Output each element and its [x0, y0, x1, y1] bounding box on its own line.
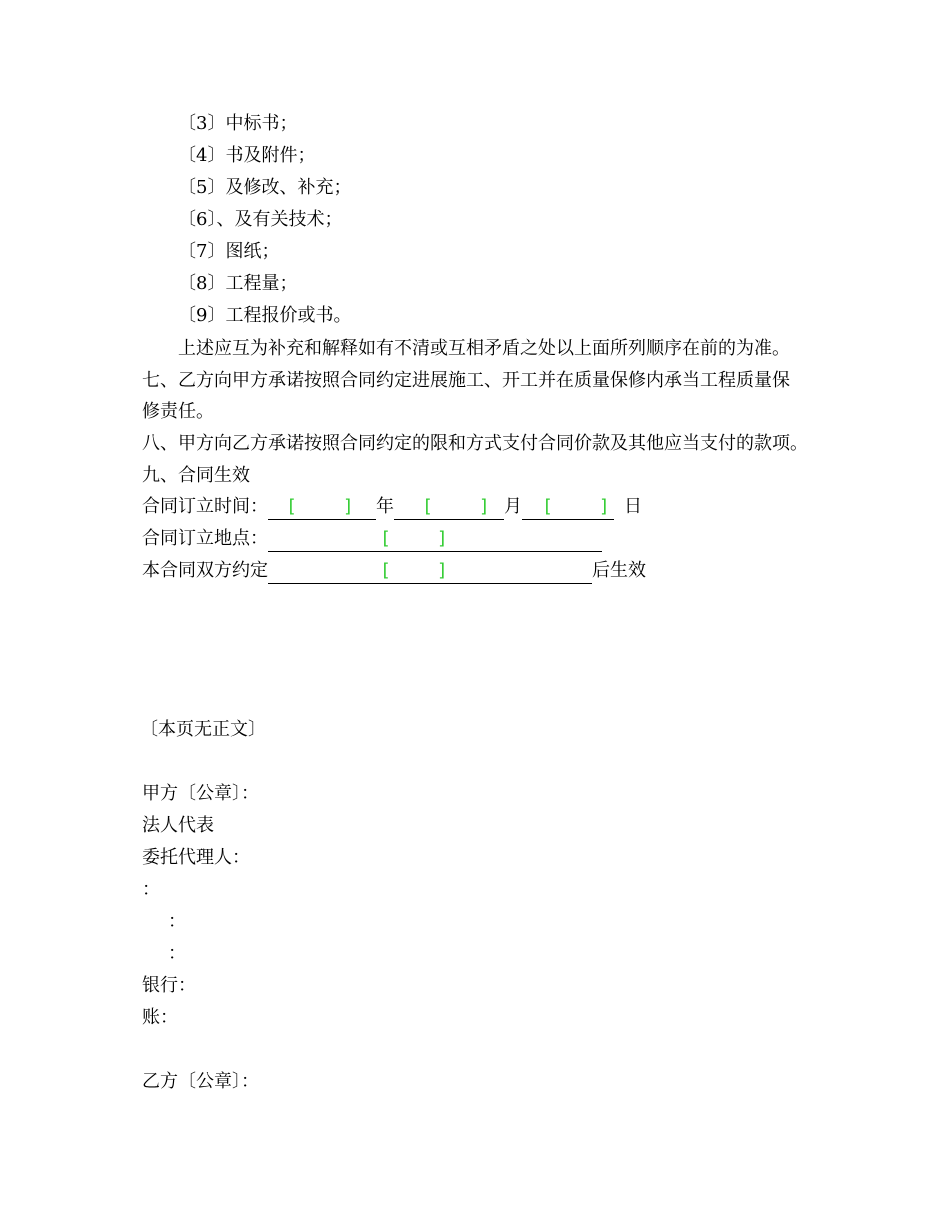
bracket-close: ]	[436, 560, 448, 581]
effective-field-tail	[444, 559, 592, 584]
list-item-9: 〔9〕工程报价或书。	[178, 305, 352, 326]
month-field	[394, 495, 422, 520]
bank-label: 银行：	[142, 975, 196, 996]
party-a-seal: 甲方〔公章〕：	[142, 783, 259, 804]
effective-line	[142, 559, 646, 584]
colon-field-3: ：	[168, 943, 186, 964]
list-item-8: 〔8〕工程量；	[178, 273, 298, 294]
party-b-seal: 乙方〔公章〕：	[142, 1071, 259, 1092]
year-label: 年	[376, 496, 394, 517]
list-item-5: 〔5〕及修改、补充；	[178, 177, 352, 198]
precedence-note: 上述应互为补充和解释如有不清或互相矛盾之处以上面所列顺序在前的为准。	[178, 338, 790, 359]
bracket-open: [	[286, 496, 297, 517]
list-item-4: 〔4〕书及附件；	[178, 145, 316, 166]
place-input[interactable]	[380, 527, 448, 552]
bracket-close: ]	[478, 496, 490, 517]
authorized-agent: 委托代理人：	[142, 847, 250, 868]
effective-input[interactable]	[380, 559, 448, 584]
no-text-note: 〔本页无正文〕	[140, 719, 266, 740]
year-input[interactable]	[286, 495, 354, 520]
month-input[interactable]	[422, 495, 490, 520]
effective-suffix: 后生效	[592, 560, 646, 581]
list-item-7: 〔7〕图纸；	[178, 241, 280, 262]
year-field-tail	[350, 495, 376, 520]
list-item-6: 〔6〕、及有关技术；	[178, 209, 343, 230]
sign-time-label: 合同订立时间：	[142, 496, 268, 517]
colon-field-2: ：	[168, 911, 186, 932]
clause-7-line-1: 七、乙方向甲方承诺按照合同约定进展施工、开工并在质量保修内承当工程质量保	[142, 370, 790, 391]
clause-8: 八、甲方向乙方承诺按照合同约定的限和方式支付合同价款及其他应当支付的款项。	[142, 433, 808, 454]
place-field-lead	[268, 527, 380, 552]
clause-7-line-2: 修责任。	[142, 401, 214, 422]
list-item-3: 〔3〕中标书；	[178, 113, 298, 134]
bracket-close: ]	[598, 496, 610, 517]
bracket-open: [	[542, 496, 553, 517]
bracket-open: [	[422, 496, 433, 517]
bracket-close: ]	[342, 496, 354, 517]
day-label: 日	[624, 496, 642, 517]
month-field-tail	[486, 495, 504, 520]
account-label: 账：	[142, 1007, 178, 1028]
clause-9-title: 九、合同生效	[142, 465, 250, 486]
effective-field-lead	[268, 559, 380, 584]
year-field[interactable]	[268, 495, 286, 520]
day-input[interactable]	[542, 495, 610, 520]
day-field	[522, 495, 542, 520]
bracket-open: [	[380, 560, 391, 581]
bracket-close: ]	[436, 528, 448, 549]
sign-place-line	[142, 527, 602, 552]
legal-representative: 法人代表	[142, 815, 214, 836]
sign-time-line	[142, 495, 642, 520]
colon-field-1: ：	[142, 879, 160, 900]
place-field-tail	[444, 527, 602, 552]
bracket-open: [	[380, 528, 391, 549]
effective-prefix: 本合同双方约定	[142, 560, 268, 581]
day-field-tail	[606, 495, 614, 520]
sign-place-label: 合同订立地点：	[142, 528, 268, 549]
month-label: 月	[504, 496, 522, 517]
